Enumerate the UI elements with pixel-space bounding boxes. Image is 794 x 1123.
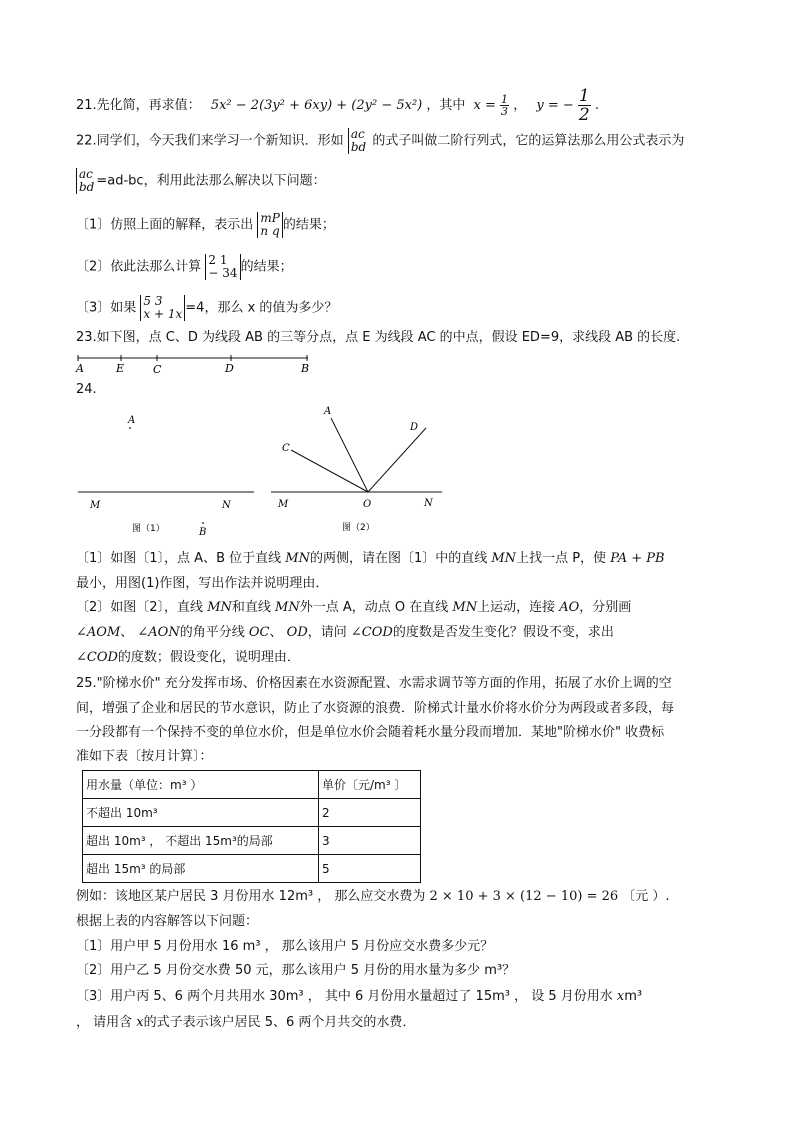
q22-part2-determinant: 2 1 − 34 <box>205 254 240 280</box>
q23-label-d: D <box>225 362 234 375</box>
q23-label-e: E <box>116 362 125 375</box>
q22-part1-determinant: mP n q <box>257 212 282 238</box>
q24-part2-line2: ∠AOM、 ∠AON的角平分线 OC、 OD，请问 ∠COD的度数是否发生变化？假设不变，求出 <box>76 625 614 640</box>
fig2-caption: 图（2） <box>342 523 375 533</box>
q21-line: 21.先化简，再求值： 5x² − 2(3y² + 6xy) + (2y² − 5x²) ，其中 x = $\frac{1}{3}$ ， y = − $\frac{1}{2}$ . <box>76 86 599 125</box>
q23-segment-figure <box>74 354 334 376</box>
q22-line1: 22.同学们，今天我们来学习一个新知识．形如 ac bd 的式子叫做二阶行列式，它的运算法那么用公式表示为 <box>76 127 685 154</box>
fig2-label-a: A <box>324 406 332 417</box>
q23-label-c: C <box>153 363 162 376</box>
q23-text: 23.如下图，点 C、D 为线段 AB 的三等分点，点 E 为线段 AC 的中点，假设 ED=9，求线段 AB 的长度. <box>76 330 681 345</box>
fig2-label-m: M <box>278 499 289 510</box>
q25-para1: 25."阶梯水价" 充分发挥市场、价格因素在水资源配置、水需求调节等方面的作用，拓展了水价上调的空 <box>76 676 672 691</box>
q25-para4: 准如下表〔按月计算〕： <box>76 749 213 764</box>
fig1-label-m: M <box>90 500 101 511</box>
table-header-row <box>83 771 421 799</box>
q24-part1-line1: 〔1〕如图〔1〕，点 A、B 位于直线 MN的两侧，请在图〔1〕中的直线 MN上找一点 P，使 PA + PB <box>76 551 665 566</box>
q21-y-fraction: $\frac{1}{2}$ <box>578 86 590 125</box>
water-price-table <box>82 770 421 883</box>
q22-part2: 〔2〕依此法那么计算 2 1 − 34 的结果； <box>76 253 293 280</box>
q21-x-eq: x = <box>473 98 496 113</box>
q24-part2-line3: ∠COD的度数；假设变化，说明理由． <box>76 650 300 665</box>
table-row <box>83 799 421 827</box>
fig1-label-n: N <box>222 500 231 511</box>
q22-part3: 〔3〕如果 5 3 x + 1x =4，那么 x 的值为多少？ <box>76 294 338 321</box>
fig1-point-b: B <box>199 527 207 538</box>
q23-label-a: A <box>76 362 84 375</box>
q22-part1: 〔1〕仿照上面的解释，表示出 mP n q 的结果； <box>76 211 335 238</box>
q22-part3-determinant: 5 3 x + 1x <box>140 295 185 321</box>
q24-part2-line1: 〔2〕如图〔2〕，直线 MN和直线 MN外一点 A，动点 O 在直线 MN上运动，连接 AO，分别画 <box>76 600 632 615</box>
q21-y-eq: y = − <box>536 98 574 113</box>
q24-part1-line2: 最小，用图(1)作图，写出作法并说明理由． <box>76 576 329 591</box>
q25-part2: 〔2〕用户乙 5 月份交水费 50 元，那么该用户 5 月份的用水量为多少 m³？ <box>76 963 516 978</box>
q21-mid: ，其中 <box>426 98 466 113</box>
fig2-label-c: C <box>282 443 290 454</box>
table-cell: 5 <box>319 855 421 883</box>
table-cell: 超出 15m³ 的局部 <box>83 855 319 883</box>
q24-number: 24. <box>76 382 97 397</box>
q25-intro: 根据上表的内容解答以下问题： <box>76 914 259 929</box>
q25-para2: 间，增强了企业和居民的节水意识，防止了水资源的浪费．阶梯式计量水价将水价分为两段或者多段，每 <box>76 701 675 716</box>
q22-determinant-symbol: ac bd <box>348 128 368 154</box>
q21-end: . <box>594 98 599 113</box>
q21-expression: 5x² − 2(3y² + 6xy) + (2y² − 5x²) <box>210 98 423 113</box>
q24-figures <box>74 400 454 540</box>
q21-x-fraction: $\frac{1}{3}$ <box>501 93 509 118</box>
table-cell: 3 <box>319 827 421 855</box>
q25-part3-line2: ， 请用含 x的式子表示该户居民 5、6 两个月共交的水费． <box>76 1015 416 1030</box>
fig2-label-o: O <box>363 499 372 510</box>
table-cell: 不超出 10m³ <box>83 799 319 827</box>
fig2-label-d: D <box>410 422 419 433</box>
fig2-label-n: N <box>424 498 433 509</box>
table-cell: 超出 10m³ ， 不超出 15m³的局部 <box>83 827 319 855</box>
table-header-cell: 单价〔元/m³ 〕 <box>319 771 421 799</box>
q21-prefix: 21.先化简，再求值： <box>76 98 201 113</box>
q25-example-formula: 2 × 10 + 3 × (12 − 10) = 26 <box>429 889 619 904</box>
q22-line2: ac bd =ad-bc，利用此法那么解决以下问题： <box>76 168 326 194</box>
q25-part1: 〔1〕用户甲 5 月份用水 16 m³ ， 那么该用户 5 月份应交水费多少元？ <box>76 939 494 954</box>
q25-para3: 一分段都有一个保持不变的单位水价，但是单位水价会随着耗水量分段而增加．某地"阶梯水价" 收费标 <box>76 725 665 740</box>
q25-example: 例如：该地区某户居民 3 月份用水 12m³ ， 那么应交水费为 2 × 10 + 3 × (12 − 10) = 26 〔元 ）. <box>76 889 670 904</box>
q23-label-b: B <box>301 362 310 375</box>
fig1-caption: 图（1） <box>132 524 165 534</box>
table-cell: 2 <box>319 799 421 827</box>
q22-determinant-formula: ac bd <box>76 168 96 194</box>
fig1-point-a: A <box>128 415 136 426</box>
table-row <box>83 827 421 855</box>
table-row <box>83 855 421 883</box>
q25-part3-line1: 〔3〕用户丙 5、6 两个月共用水 30m³ ， 其中 6 月份用水量超过了 15m³ ， 设 5 月份用水 xm³ <box>76 989 643 1004</box>
table-header-cell: 用水量（单位：m³ ） <box>83 771 319 799</box>
